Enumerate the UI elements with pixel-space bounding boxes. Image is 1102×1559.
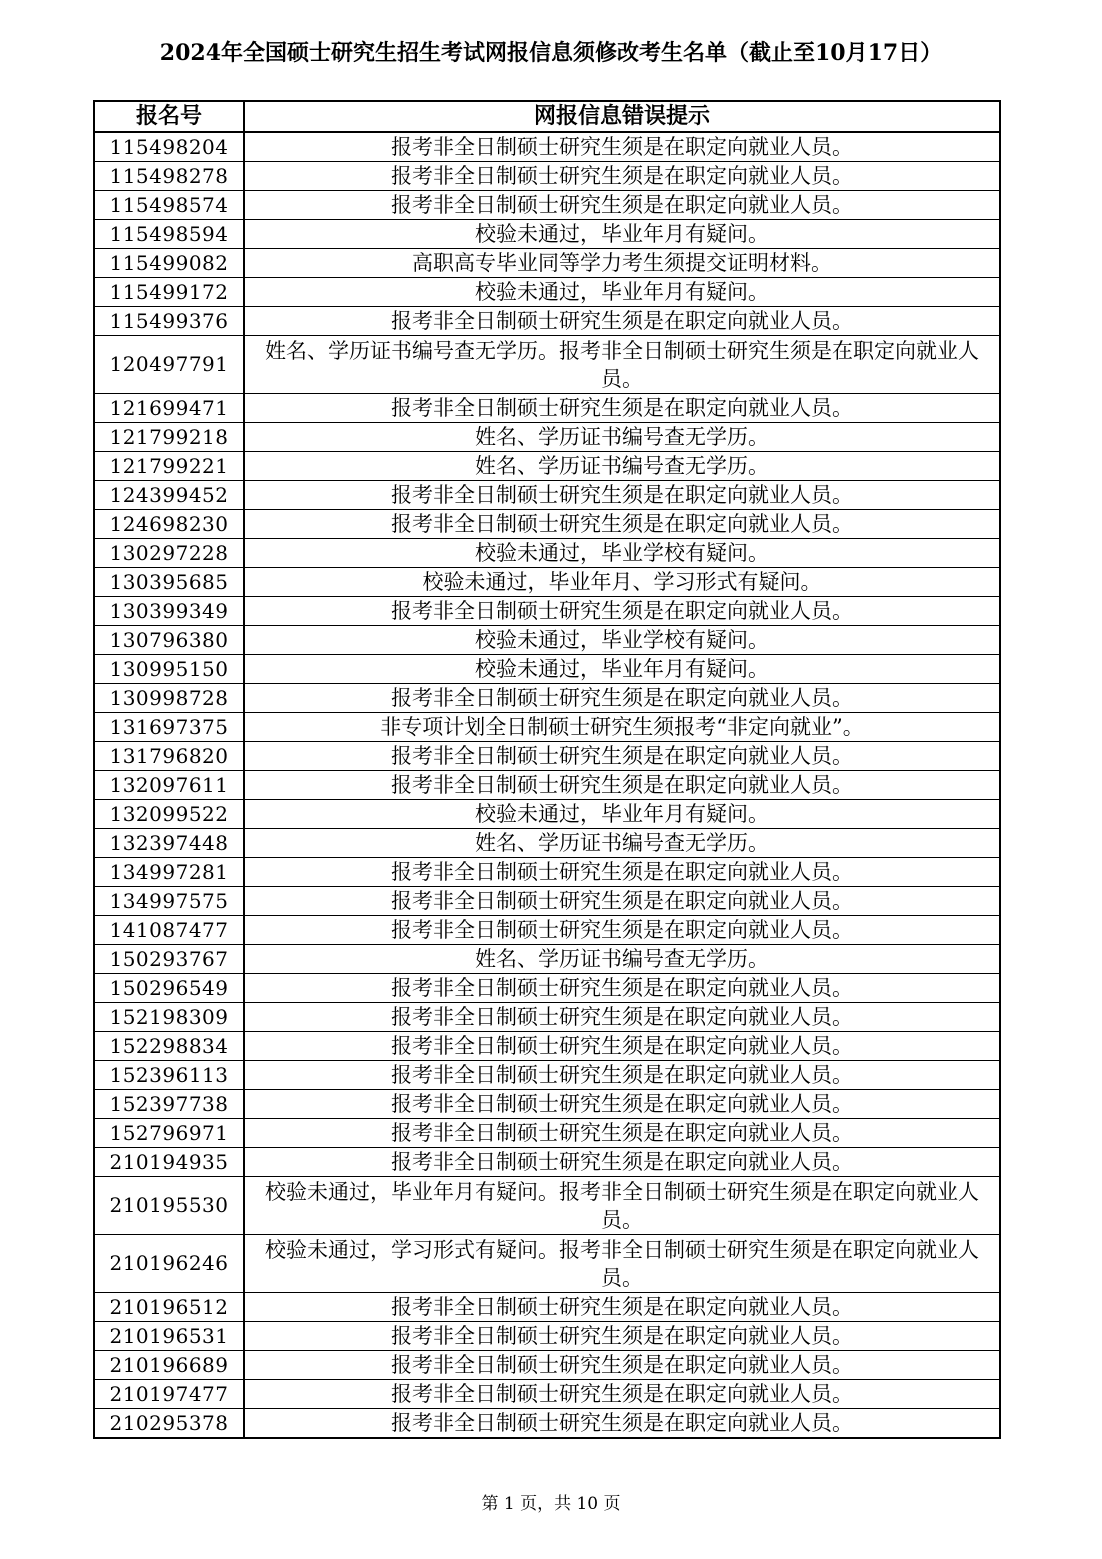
registration-number: 115498204	[94, 132, 244, 162]
error-message: 报考非全日制硕士研究生须是在职定向就业人员。	[244, 887, 1000, 916]
error-message: 校验未通过，毕业年月、学习形式有疑问。	[244, 568, 1000, 597]
error-message: 校验未通过，毕业学校有疑问。	[244, 539, 1000, 568]
registration-number: 152396113	[94, 1061, 244, 1090]
error-message: 报考非全日制硕士研究生须是在职定向就业人员。	[244, 1003, 1000, 1032]
registration-number: 130297228	[94, 539, 244, 568]
error-message: 报考非全日制硕士研究生须是在职定向就业人员。	[244, 1119, 1000, 1148]
error-message: 报考非全日制硕士研究生须是在职定向就业人员。	[244, 597, 1000, 626]
registration-number: 210195530	[94, 1177, 244, 1235]
registration-number: 115499376	[94, 307, 244, 336]
column-header-id: 报名号	[94, 101, 244, 132]
error-message: 报考非全日制硕士研究生须是在职定向就业人员。	[244, 1090, 1000, 1119]
page-footer: 第 1 页，共 10 页	[481, 1494, 621, 1514]
registration-number: 130399349	[94, 597, 244, 626]
error-message: 姓名、学历证书编号查无学历。报考非全日制硕士研究生须是在职定向就业人员。	[244, 336, 1000, 394]
registration-number: 121799218	[94, 423, 244, 452]
registration-number: 115499172	[94, 278, 244, 307]
registration-number: 115498574	[94, 191, 244, 220]
error-message: 报考非全日制硕士研究生须是在职定向就业人员。	[244, 191, 1000, 220]
error-message: 校验未通过，毕业学校有疑问。	[244, 626, 1000, 655]
error-message: 校验未通过，毕业年月有疑问。	[244, 220, 1000, 249]
error-message: 非专项计划全日制硕士研究生须报考“非定向就业”。	[244, 713, 1000, 742]
registration-number: 210194935	[94, 1148, 244, 1177]
error-message: 报考非全日制硕士研究生须是在职定向就业人员。	[244, 1322, 1000, 1351]
registration-number: 124399452	[94, 481, 244, 510]
registration-number: 130998728	[94, 684, 244, 713]
error-message: 报考非全日制硕士研究生须是在职定向就业人员。	[244, 1293, 1000, 1322]
registration-number: 150293767	[94, 945, 244, 974]
registration-number: 115499082	[94, 249, 244, 278]
registration-number: 121799221	[94, 452, 244, 481]
error-message: 姓名、学历证书编号查无学历。	[244, 829, 1000, 858]
error-message: 报考非全日制硕士研究生须是在职定向就业人员。	[244, 684, 1000, 713]
table-body	[94, 132, 1000, 1438]
registration-number: 152298834	[94, 1032, 244, 1061]
registration-number: 210295378	[94, 1409, 244, 1439]
error-message: 报考非全日制硕士研究生须是在职定向就业人员。	[244, 162, 1000, 191]
error-message: 校验未通过，毕业年月有疑问。	[244, 278, 1000, 307]
error-message: 报考非全日制硕士研究生须是在职定向就业人员。	[244, 1380, 1000, 1409]
registration-number: 115498278	[94, 162, 244, 191]
column-header-message: 网报信息错误提示	[244, 101, 1000, 132]
registration-number: 141087477	[94, 916, 244, 945]
error-message: 校验未通过，学习形式有疑问。报考非全日制硕士研究生须是在职定向就业人员。	[244, 1235, 1000, 1293]
registration-number: 150296549	[94, 974, 244, 1003]
error-message: 姓名、学历证书编号查无学历。	[244, 423, 1000, 452]
candidate-table	[93, 100, 1001, 1439]
registration-number: 134997281	[94, 858, 244, 887]
registration-number: 131796820	[94, 742, 244, 771]
registration-number: 124698230	[94, 510, 244, 539]
registration-number: 210196246	[94, 1235, 244, 1293]
error-message: 校验未通过，毕业年月有疑问。	[244, 800, 1000, 829]
registration-number: 210196531	[94, 1322, 244, 1351]
error-message: 报考非全日制硕士研究生须是在职定向就业人员。	[244, 1061, 1000, 1090]
registration-number: 134997575	[94, 887, 244, 916]
registration-number: 132097611	[94, 771, 244, 800]
page-title: 2024年全国硕士研究生招生考试网报信息须修改考生名单（截止至10月17日）	[159, 40, 943, 66]
error-message: 报考非全日制硕士研究生须是在职定向就业人员。	[244, 858, 1000, 887]
error-message: 报考非全日制硕士研究生须是在职定向就业人员。	[244, 771, 1000, 800]
registration-number: 130395685	[94, 568, 244, 597]
error-message: 报考非全日制硕士研究生须是在职定向就业人员。	[244, 510, 1000, 539]
registration-number: 210196512	[94, 1293, 244, 1322]
error-message: 报考非全日制硕士研究生须是在职定向就业人员。	[244, 974, 1000, 1003]
registration-number: 121699471	[94, 394, 244, 423]
error-message: 高职高专毕业同等学力考生须提交证明材料。	[244, 249, 1000, 278]
registration-number: 132099522	[94, 800, 244, 829]
error-message: 报考非全日制硕士研究生须是在职定向就业人员。	[244, 1032, 1000, 1061]
error-message: 报考非全日制硕士研究生须是在职定向就业人员。	[244, 307, 1000, 336]
error-message: 报考非全日制硕士研究生须是在职定向就业人员。	[244, 1351, 1000, 1380]
registration-number: 120497791	[94, 336, 244, 394]
registration-number: 131697375	[94, 713, 244, 742]
error-message: 报考非全日制硕士研究生须是在职定向就业人员。	[244, 481, 1000, 510]
error-message: 姓名、学历证书编号查无学历。	[244, 945, 1000, 974]
error-message: 报考非全日制硕士研究生须是在职定向就业人员。	[244, 132, 1000, 162]
registration-number: 210197477	[94, 1380, 244, 1409]
error-message: 姓名、学历证书编号查无学历。	[244, 452, 1000, 481]
error-message: 报考非全日制硕士研究生须是在职定向就业人员。	[244, 916, 1000, 945]
error-message: 报考非全日制硕士研究生须是在职定向就业人员。	[244, 1148, 1000, 1177]
registration-number: 132397448	[94, 829, 244, 858]
error-message: 校验未通过，毕业年月有疑问。	[244, 655, 1000, 684]
registration-number: 115498594	[94, 220, 244, 249]
error-message: 报考非全日制硕士研究生须是在职定向就业人员。	[244, 1409, 1000, 1439]
registration-number: 152198309	[94, 1003, 244, 1032]
error-message: 报考非全日制硕士研究生须是在职定向就业人员。	[244, 742, 1000, 771]
registration-number: 152796971	[94, 1119, 244, 1148]
error-message: 校验未通过，毕业年月有疑问。报考非全日制硕士研究生须是在职定向就业人员。	[244, 1177, 1000, 1235]
registration-number: 210196689	[94, 1351, 244, 1380]
registration-number: 130995150	[94, 655, 244, 684]
table-header-row	[94, 101, 1000, 132]
registration-number: 152397738	[94, 1090, 244, 1119]
registration-number: 130796380	[94, 626, 244, 655]
error-message: 报考非全日制硕士研究生须是在职定向就业人员。	[244, 394, 1000, 423]
